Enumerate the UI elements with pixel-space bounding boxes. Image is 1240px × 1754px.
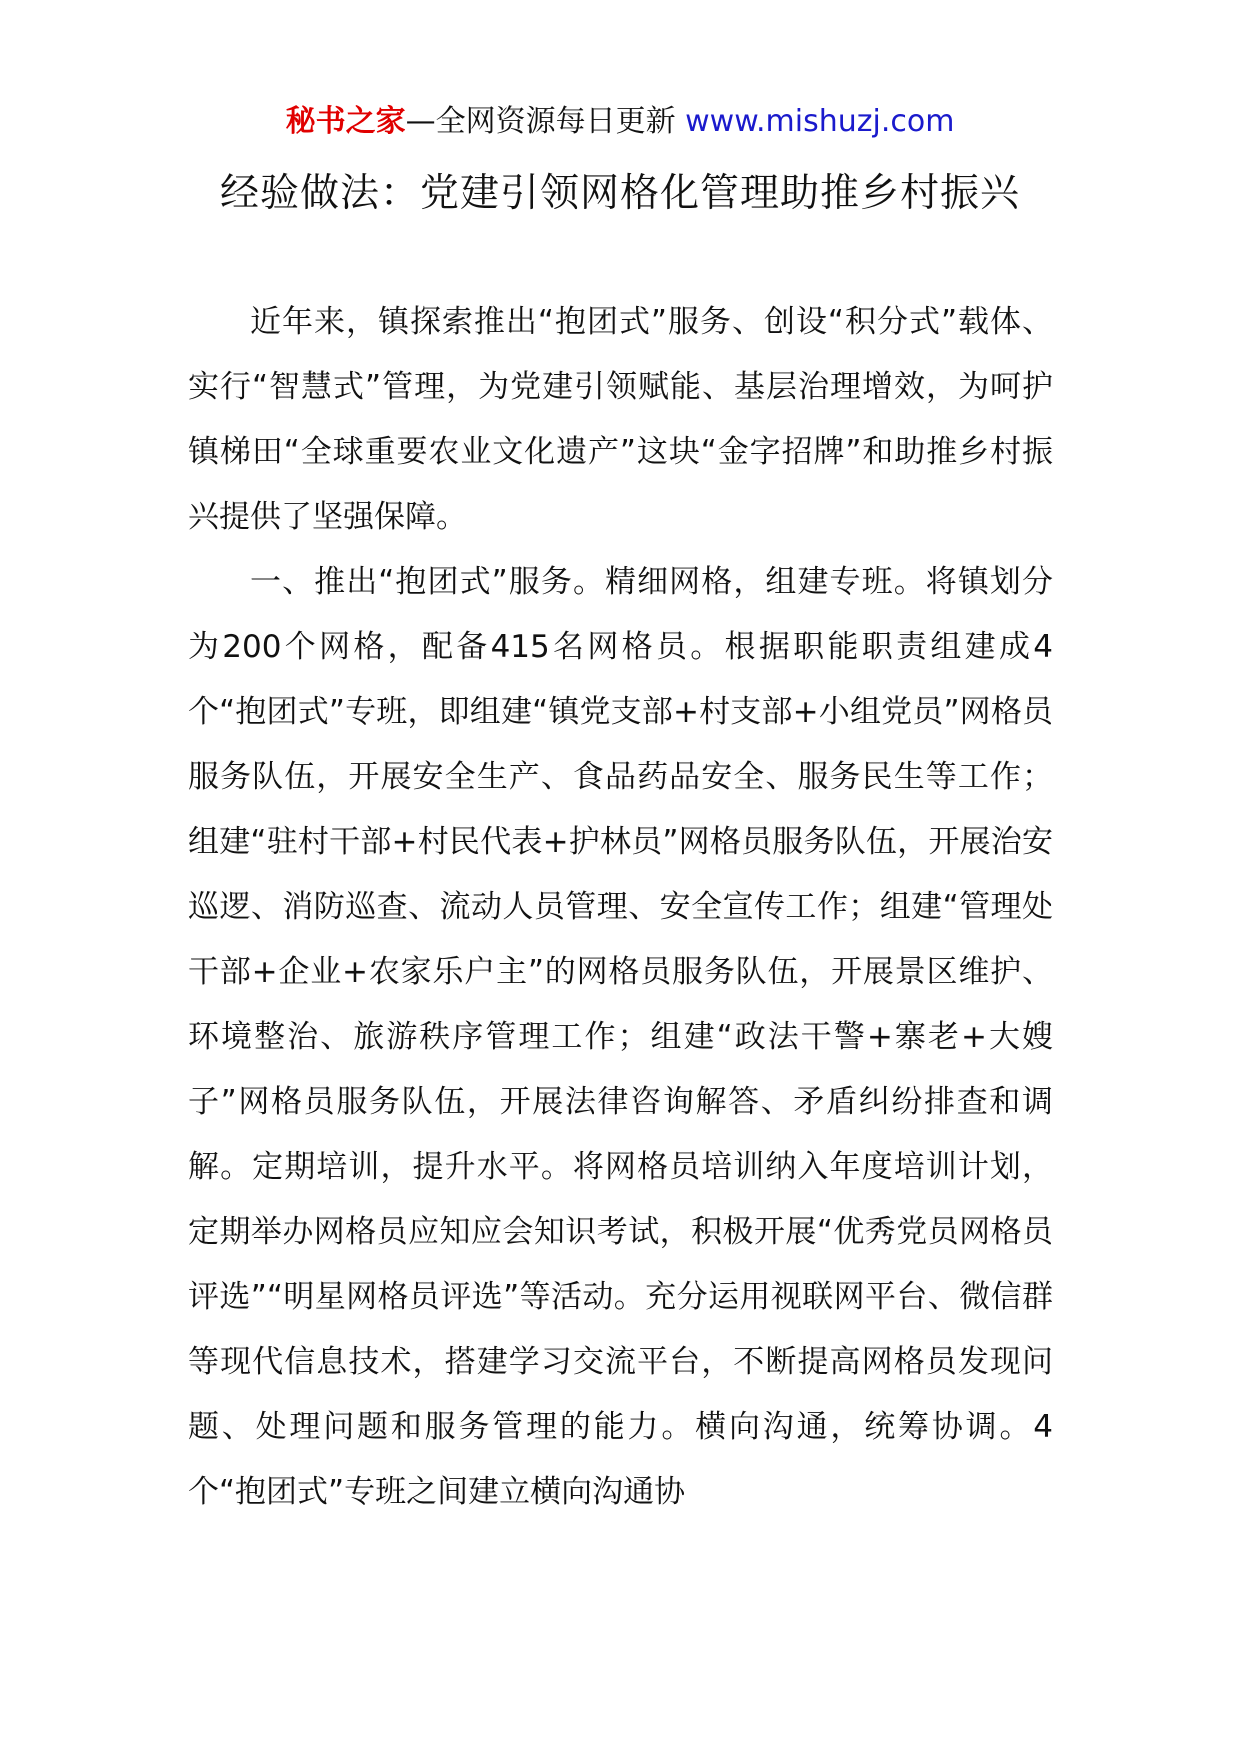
document-body (188, 290, 1053, 1525)
document-title: 经验做法：党建引领网格化管理助推乡村振兴 (219, 171, 1020, 216)
site-url-link[interactable]: www.mishuzj.com (685, 104, 955, 139)
header-tagline: —全网资源每日更新 (405, 104, 676, 139)
brand-name: 秘书之家 (285, 104, 406, 139)
site-header (0, 100, 1240, 144)
paragraph-section-one: 一、推出“抱团式”服务。精细网格，组建专班。将镇划分为200个网格，配备415名网格员。根据职能职责组建成4个“抱团式”专班，即组建“镇党支部+村支部+小组党员”网格员服务队伍，开展安全生产、食品药品安全、服务民生等工作；组建“驻村干部+村民代表+护林员”网格员服务队伍，开展治安巡逻、消防巡查、流动人员管理、安全宣传工作；组建“管理处干部+企业+农家乐户主”的网格员服务队伍，开展景区维护、环境整治、旅游秩序管理工作；组建“政法干警+寨老+大嫂子”网格员服务队伍，开展法律咨询解答、矛盾纠纷排查和调解。定期培训，提升水平。将网格员培训纳入年度培训计划，定期举办网格员应知应会知识考试，积极开展“优秀党员网格员评选”“明星网格员评选”等活动。充分运用视联网平台、微信群等现代信息技术，搭建学习交流平台，不断提高网格员发现问题、处理问题和服务管理的能力。横向沟通，统筹协调。4个“抱团式”专班之间建立横向沟通协 (188, 564, 1053, 1510)
paragraph-intro: 近年来，镇探索推出“抱团式”服务、创设“积分式”载体、实行“智慧式”管理，为党建引领赋能、基层治理增效，为呵护镇梯田“全球重要农业文化遗产”这块“金字招牌”和助推乡村振兴提供了坚强保障。 (188, 304, 1053, 535)
